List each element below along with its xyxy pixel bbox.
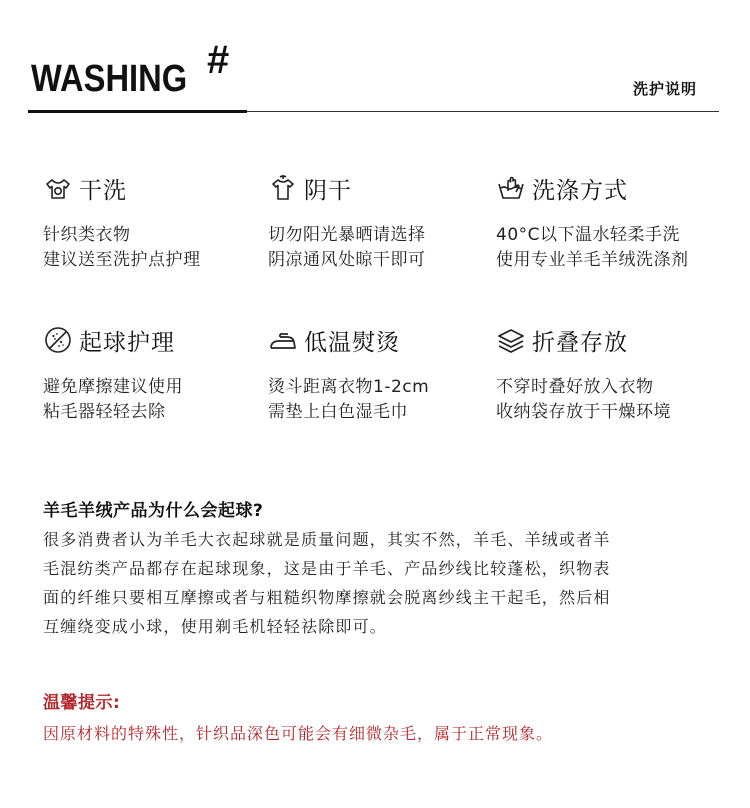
care-item-line: 需垫上白色湿毛巾 (268, 402, 408, 422)
care-item-line: 烫斗距离衣物1-2cm (268, 377, 430, 397)
folded-stack-icon (496, 325, 526, 355)
care-item-washing-method (496, 171, 726, 273)
header (0, 0, 750, 120)
dry-clean-shirt-icon (43, 173, 73, 203)
page-subtitle: 洗护说明 (633, 80, 698, 98)
care-item-line: 阴凉通风处晾干即可 (268, 250, 426, 270)
faq-line: 面的纤维只要相互摩擦或者与粗糙织物摩擦就会脱离纱线主干起毛，然后相 (43, 588, 611, 607)
care-item-line: 建议送至洗护点护理 (43, 250, 201, 270)
header-divider (247, 111, 719, 112)
care-item-name: 阴干 (304, 177, 352, 204)
care-item-line: 针织类衣物 (43, 225, 131, 245)
faq-line: 互缠绕变成小球，使用剃毛机轻轻祛除即可。 (43, 617, 388, 636)
care-item-line: 粘毛器轻轻去除 (43, 402, 166, 422)
care-item-low-temp-ironing (268, 323, 498, 425)
pilling-circle-icon (43, 325, 73, 355)
care-item-name: 洗涤方式 (532, 177, 628, 204)
faq-body (43, 525, 723, 641)
hanging-shirt-icon (268, 173, 298, 203)
faq-title: 羊毛羊绒产品为什么会起球? (43, 501, 264, 521)
care-item-name: 起球护理 (79, 329, 175, 356)
tip-text: 因原材料的特殊性，针织品深色可能会有细微杂毛，属于正常现象。 (43, 724, 554, 743)
title-hash-mark: # (207, 38, 230, 82)
tip-title: 温馨提示: (43, 693, 121, 713)
care-item-pilling-care (43, 323, 273, 425)
hand-wash-basin-icon (496, 173, 526, 203)
care-item-line: 不穿时叠好放入衣物 (496, 377, 654, 397)
care-item-name: 折叠存放 (532, 329, 628, 356)
faq-line: 很多消费者认为羊毛大衣起球就是质量问题，其实不然，羊毛、羊绒或者羊 (43, 530, 611, 549)
faq-line: 毛混纺类产品都存在起球现象，这是由于羊毛、产品纱线比较蓬松，织物表 (43, 559, 611, 578)
care-item-dry-clean (43, 171, 273, 273)
care-item-name: 干洗 (79, 177, 127, 204)
care-item-line: 40°C以下温水轻柔手洗 (496, 225, 681, 245)
page-title: WASHING (31, 58, 188, 100)
care-item-line: 使用专业羊毛羊绒洗涤剂 (496, 250, 689, 270)
care-item-fold-storage (496, 323, 726, 425)
care-item-line: 避免摩擦建议使用 (43, 377, 183, 397)
care-item-line: 切勿阳光暴晒请选择 (268, 225, 426, 245)
care-item-shade-dry (268, 171, 498, 273)
title-underline (28, 110, 247, 113)
iron-icon (268, 325, 298, 355)
care-item-name: 低温熨烫 (304, 329, 400, 356)
care-item-line: 收纳袋存放于干燥环境 (496, 402, 671, 422)
